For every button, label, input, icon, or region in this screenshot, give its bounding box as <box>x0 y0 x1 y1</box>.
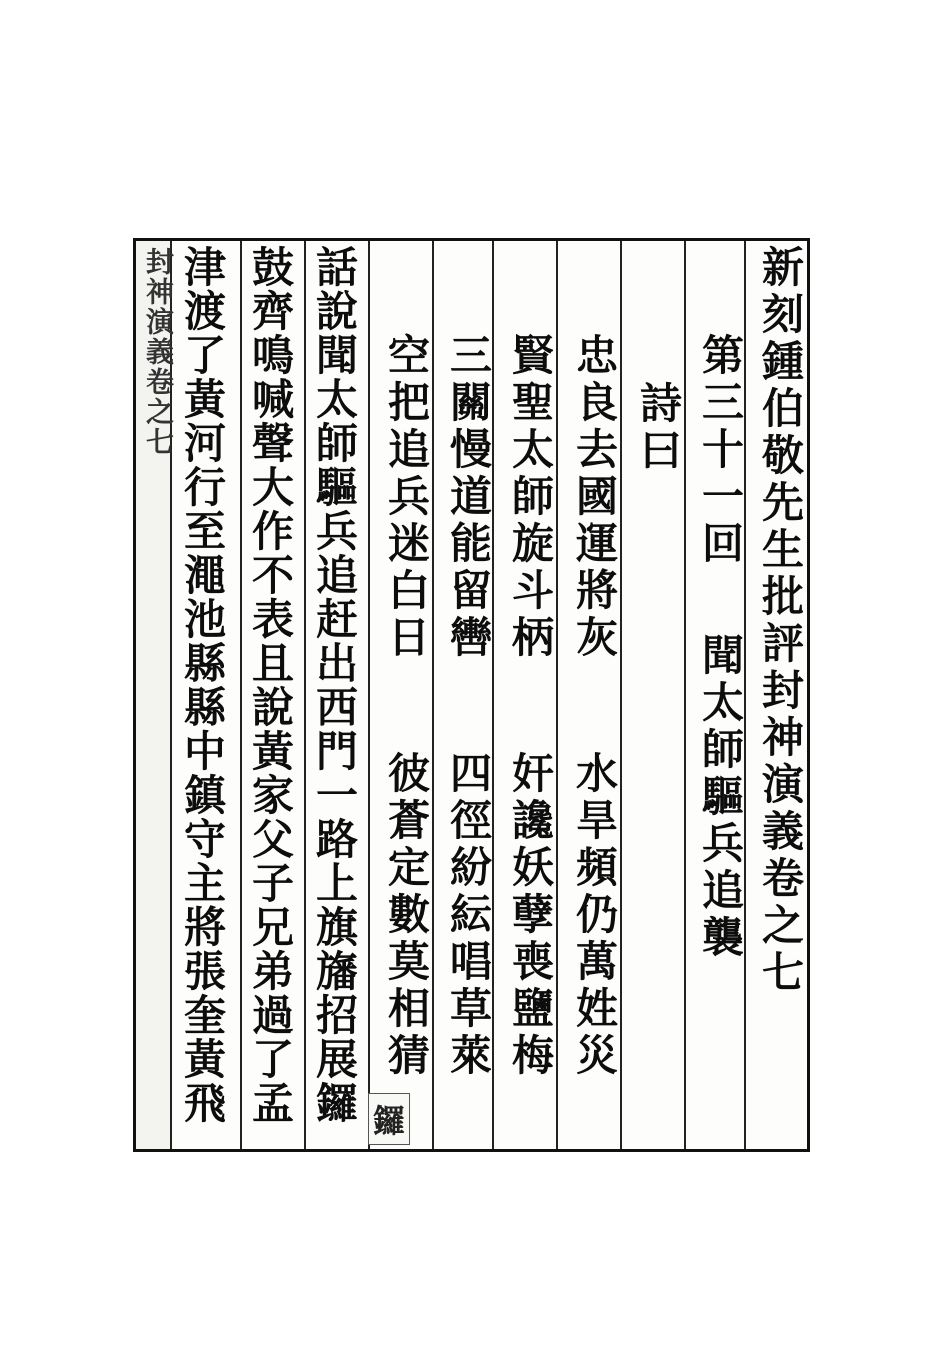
poem-line-2b: 奸讒妖孽喪鹽梅 <box>506 751 555 1080</box>
poem-line-3a: 三關慢道能留轡 <box>444 333 493 662</box>
poem-line-4b: 彼蒼定數莫相猜 <box>382 751 431 1080</box>
chapter-number: 第三十一回 <box>696 333 745 568</box>
poem-line-1a: 忠良去國運將灰 <box>570 333 619 662</box>
column-rule <box>368 241 370 1149</box>
margin-label: 封神演義卷之七 <box>142 247 175 457</box>
stamp-mark: 鑼 <box>368 1093 410 1145</box>
book-title-column: 新刻鍾伯敬先生批評封神演義卷之七 <box>756 245 805 997</box>
poem-line-4a: 空把追兵迷白日 <box>382 333 431 662</box>
prose-line-2: 鼓齊鳴喊聲大作不表且說黃家父子兄弟過了孟 <box>246 245 295 1125</box>
chapter-title: 聞太師驅兵追襲 <box>696 633 745 962</box>
column-rule <box>304 241 306 1149</box>
poem-line-3b: 四徑紛紜唱草萊 <box>444 751 493 1080</box>
prose-line-3: 津渡了黃河行至澠池縣縣中鎮守主將張奎黃飛 <box>178 245 227 1125</box>
page-frame <box>133 238 810 1152</box>
poem-line-2a: 賢聖太師旋斗柄 <box>506 333 555 662</box>
poem-intro: 詩曰 <box>634 381 683 475</box>
column-rule <box>684 241 686 1149</box>
column-rule <box>240 241 242 1149</box>
margin-strip <box>136 241 175 1149</box>
poem-line-1b: 水旱頻仍萬姓災 <box>570 751 619 1080</box>
prose-line-1: 話說聞太師驅兵追赶出西門一路上旗旛招展鑼 <box>310 245 359 1125</box>
